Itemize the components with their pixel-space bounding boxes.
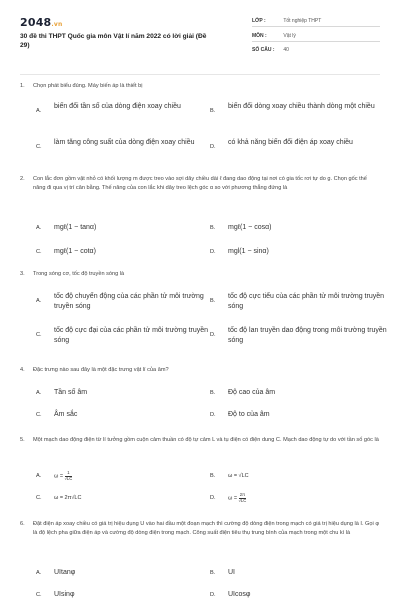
question-number: 2. [20,176,25,182]
question-1: 1. Chọn phát biểu đúng. Máy biến áp là thiết bị A. biến đổi tần số của dòng điện xoay chiều B. biến đổi dòng xoay chiều thành dòng một chiều C. làm tăng công suất của dòng điện xoay chiều D. có khả năng biến đổi điện áp xoay chiều [20,83,375,150]
count-row [252,47,380,53]
grade-row [252,18,380,24]
question-text: Trong sóng cơ, tốc độ truyền sóng là [33,271,125,277]
fraction: $\frac{2\pi}{√LC}$ [238,492,247,503]
subject-value: Vật lý [283,33,296,39]
subject-row [252,33,380,39]
question-text: Đặc trưng nào sau đây là một đặc trưng vật lí của âm? [33,367,169,373]
question-text: Đặt điện áp xoay chiều có giá trị hiệu dụng U vào hai đầu một đoạn mạch thì cường độ dòng điện trong mạch có giá trị hiệu dụng là I. Gọi φ là độ lệch pha giữa điện áp và cường độ dòng điện trong mạch. Công suất điện tiêu thụ trung bình của mạch trong một chu kì là [33,521,379,536]
question-number: 1. [20,83,25,89]
subject-label: MÔN : [252,33,267,39]
question-number: 6. [20,521,25,527]
question-4: 4. Đặc trưng nào sau đây là một đặc trưng vật lí của âm? A. Tần số âm B. Độ cao của âm C. Âm sắc D. Độ to của âm [20,367,276,418]
question-number: 3. [20,271,25,277]
site-logo[interactable]: 2048.vn [20,16,63,29]
question-3: 3. Trong sóng cơ, tốc độ truyền sóng là A. tốc độ chuyển động của các phần tử môi trường truyền sóng B. tốc độ cực tiểu của các phần tử môi trường truyền sóng C. tốc độ cực đại của các phần tử môi trường truyền sóng D. tốc độ lan truyền dao động trong môi trường truyền sóng [20,271,387,344]
question-6: 6. Đặt điện áp xoay chiều có giá trị hiệu dụng U vào hai đầu một đoạn mạch thì cường độ dòng điện trong mạch có giá trị hiệu dụng là I. Gọi φ là độ lệch pha giữa điện áp và cường độ dòng điện trong mạch. Công suất điện tiêu thụ trung bình của mạch trong một chu kì là A. UItanφ B. UI C. UIsinφ D. UIcosφ [20,521,379,598]
grade-value: Tốt nghiệp THPT [283,18,322,24]
question-number: 4. [20,367,25,373]
grade-label: LỚP : [252,18,266,24]
exam-title: 30 đề thi THPT Quốc gia môn Vật lí năm 2022 có lời giải (Đề 29) [20,33,207,49]
question-text: Chọn phát biểu đúng. Máy biến áp là thiết bị [33,83,143,89]
question-text: Con lắc đơn gồm vật nhỏ có khối lượng m được treo vào sợi dây chiều dài ℓ đang dao động tại nơi có gia tốc rơi tự do g. Chọn gốc thế năng đi qua vị trí cân bằng. Thế năng của con lắc khi dây treo lệch góc α so với phương thẳng đứng là [33,176,367,191]
question-text: Một mạch dao động điện từ lí tưởng gồm cuộn cảm thuần có độ tự cảm L và tụ điện có điện dung C. Mạch dao động tự do với tần số góc là [33,437,379,443]
question-number: 5. [20,437,25,443]
fraction: $\frac{1}{√LC}$ [64,470,73,481]
count-value: 40 [283,47,289,53]
question-2: 2. Con lắc đơn gồm vật nhỏ có khối lượng m được treo vào sợi dây chiều dài ℓ đang dao động tại nơi có gia tốc rơi tự do g. Chọn gốc thế năng đi qua vị trí cân bằng. Thế năng của con lắc khi dây treo lệch góc α so với phương thẳng đứng là A. mgℓ(1 − tanα) B. mgℓ(1 − cosα) C. mgℓ(1 − cotα) D. mgl(1 − sinα) [20,176,367,255]
header-divider [20,74,380,75]
count-label: SỐ CÂU : [252,47,275,53]
exam-header [0,0,400,66]
question-5: 5. Một mạch dao động điện từ lí tưởng gồm cuộn cảm thuần có độ tự cảm L và tụ điện có điện dung C. Mạch dao động tự do với tần số góc là A. ω = $\frac{1}{√LC}$ B. ω = √LC C. ω = 2π√LC D. ω = $\frac{2\pi}{√LC}$ [20,437,379,503]
